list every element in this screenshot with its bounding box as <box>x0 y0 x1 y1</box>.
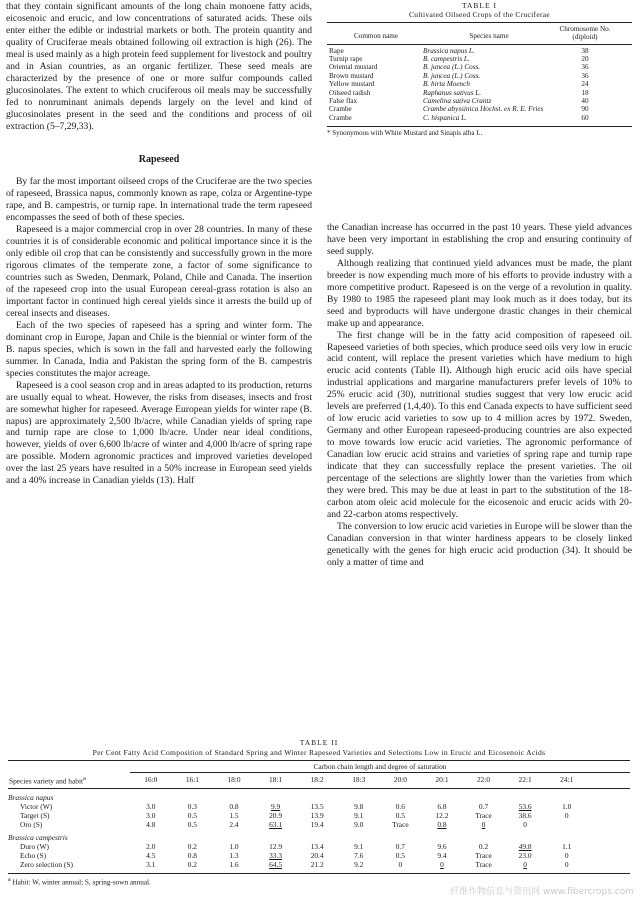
cell-value: 0.5 <box>187 811 198 821</box>
cell-chromosome: 90 <box>581 105 589 114</box>
table-cell <box>421 811 463 820</box>
cell-value: 0 <box>440 860 444 870</box>
cell-value: 0 <box>523 820 527 830</box>
cell-value: 6.8 <box>437 802 447 812</box>
cell-value: 3.1 <box>146 860 156 870</box>
table-1-header-row <box>327 22 632 45</box>
cell-value: 20.4 <box>310 851 324 861</box>
table-cell <box>338 860 380 869</box>
section-heading-rapeseed: Rapeseed <box>138 154 180 166</box>
table-row <box>8 860 630 869</box>
header-common-name: Common name <box>353 31 399 40</box>
table-cell <box>296 820 338 829</box>
table-cell <box>421 842 463 851</box>
cell-value: 2.0 <box>146 842 156 852</box>
table-cell <box>546 860 588 869</box>
table-row <box>327 114 632 122</box>
cell-value: 0.7 <box>395 842 405 852</box>
table-cell <box>130 842 172 851</box>
cell-value: 13.5 <box>310 802 324 812</box>
table-2 <box>8 738 630 888</box>
cell-value: 1.1 <box>562 842 572 852</box>
table-cell <box>130 851 172 860</box>
cell-value: 1.0 <box>229 842 239 852</box>
table-row <box>327 63 632 71</box>
cell-common-name: Oriental mustard <box>329 63 378 72</box>
cell-value: 0.3 <box>187 802 198 812</box>
cell-value: 21.2 <box>310 860 324 870</box>
cell-value: 38.6 <box>518 811 532 821</box>
table-cell <box>255 842 297 851</box>
table-row <box>8 811 630 820</box>
table-cell <box>172 851 214 860</box>
table-row <box>327 97 632 105</box>
cell-value: 0.5 <box>395 811 405 821</box>
cell-value: 23.0 <box>518 851 532 861</box>
cell-value: 9.6 <box>437 842 447 852</box>
table-row <box>327 47 632 55</box>
table-cell <box>130 820 172 829</box>
cell-value: 0.7 <box>478 802 489 812</box>
cell-common-name: Turnip rape <box>329 55 363 64</box>
cell-value: 0 <box>481 820 486 830</box>
table-cell <box>504 811 546 820</box>
cell-common-name: Crambe <box>329 113 352 122</box>
table-cell <box>255 860 297 869</box>
cell-value: 1.0 <box>562 802 572 812</box>
table-cell <box>338 811 380 820</box>
cell-value: 13.9 <box>310 811 324 821</box>
cell-common-name: False flax <box>329 97 358 106</box>
variety-name: Echo (S) <box>20 851 47 861</box>
table-cell <box>213 802 255 811</box>
table-cell <box>463 820 505 829</box>
table-row <box>8 802 630 811</box>
cell-chromosome: 24 <box>581 80 589 89</box>
cell-value: 0 <box>564 851 569 861</box>
paragraph: The first change will be in the fatty acid composition of rapeseed oil. Rapeseed varieties of both species, which produce seed oils very low in erucic acid content, will replace the present varieties which have medium to high erucic acid contents (Table II). Although high erucic acid oils have special industrial applications and margarine manufacturers prefer levels of 10% to 25% erucic acid (30), nutritional studies suggest that very low erucic acid levels are preferred (1,4,40). To this end Canada expects to have sufficient seed of low erucic acid varieties to sow up to 4 million acres by 1972. Sweden, Germany and other European rapeseed-producing countries are also expected to move towards low erucic acid varieties. The agronomic performance of Canadian low erucic acid strains and varieties of spring rape and turnip rape indicate that they can successfully replace the present varieties. The oil percentage of the selections are slightly lower than the varieties from which they were bred. This may be due at least in part to the substitution of the 18-carbon atom oleic acid molecule for the eicosenoic and erucic acids with 20- and 22-carbon atoms respectively. <box>327 329 632 520</box>
table-cell <box>546 820 588 829</box>
footnote-text: Synonymous with White Mustard and Sinapis alba L. <box>332 129 483 138</box>
column-header: 18:0 <box>227 775 241 784</box>
column-header: 18:2 <box>310 775 324 784</box>
cell-value: 1.6 <box>229 860 239 870</box>
cell-value: 49.8 <box>518 842 532 852</box>
column-header: 22:0 <box>476 775 491 784</box>
table-2-label: TABLE II <box>299 738 339 747</box>
cell-value: Trace <box>392 820 409 830</box>
table-cell <box>213 820 255 829</box>
table-cell <box>338 851 380 860</box>
table-cell <box>504 860 546 869</box>
table-cell <box>296 811 338 820</box>
cell-value: 0.8 <box>437 820 447 830</box>
table-row <box>8 851 630 860</box>
cell-value: 7.6 <box>354 851 364 861</box>
species-group-label: Brassica campestris <box>8 833 68 843</box>
table-cell <box>213 842 255 851</box>
cell-value: 9.9 <box>270 802 281 812</box>
table-cell <box>172 860 214 869</box>
column-header: 22:1 <box>518 775 532 784</box>
cell-value: 3.0 <box>146 802 156 812</box>
cell-value: 0 <box>398 860 403 870</box>
cell-value: Trace <box>475 851 492 861</box>
cell-value: 19.4 <box>310 820 324 830</box>
header-chromosome: Chromosome No. (diploid) <box>559 24 611 42</box>
cell-value: 9.4 <box>437 851 447 861</box>
table-row <box>8 842 630 851</box>
table-cell <box>546 842 588 851</box>
paragraph: The conversion to low erucic acid varieties in Europe will be slower than the Canadian conversion in that winter hardiness appears to be closely linked genetically with the genes for high erucic acid production (34). It should be only a matter of time and <box>327 520 632 568</box>
cell-value: 63.1 <box>269 820 283 830</box>
cell-chromosome: 20 <box>581 55 589 64</box>
cell-species-name: Crambe abyssinica Hochst. ex R. E. Fries <box>423 105 544 114</box>
right-column <box>327 222 632 569</box>
table-cell <box>546 811 588 820</box>
table-1-footnote: * Synonymous with White Mustard and Sinapis alba L. <box>327 126 632 137</box>
cell-value: 13.4 <box>310 842 324 852</box>
cell-value: 4.8 <box>146 820 156 830</box>
table-cell <box>213 860 255 869</box>
cell-value: Trace <box>475 860 492 870</box>
footnote-text: Habit: W, winter annual; S, spring-sown annual. <box>12 878 151 887</box>
header-species-variety: Species variety and habit$^a$ <box>9 776 86 786</box>
table-row <box>327 89 632 97</box>
table-2-header <box>8 760 630 789</box>
table-cell <box>463 851 505 860</box>
table-cell <box>130 802 172 811</box>
watermark: 纤维作物信息与资讯网 www.fibercrops.com <box>450 887 634 897</box>
cell-value: 53.6 <box>518 802 532 812</box>
table-cell <box>504 851 546 860</box>
table-cell <box>380 851 422 860</box>
cell-value: 0 <box>523 860 527 870</box>
cell-common-name: Rape <box>329 46 344 55</box>
cell-species-name: C. hispanica L. <box>423 113 467 122</box>
cell-chromosome: 18 <box>581 88 589 97</box>
column-header: 16:0 <box>144 775 158 784</box>
cell-value: Trace <box>475 811 492 821</box>
cell-common-name: Brown mustard <box>329 71 374 80</box>
table-cell <box>296 802 338 811</box>
cell-value: 3.0 <box>146 811 156 821</box>
left-column <box>6 1 312 487</box>
variety-name: Oro (S) <box>20 820 43 830</box>
column-header: 24:1 <box>560 775 574 784</box>
cell-species-name: B. juncea (L.) Coss. <box>423 63 481 72</box>
cell-value: 0.8 <box>229 802 239 812</box>
table-row <box>327 105 632 113</box>
cell-value: 9.8 <box>354 802 364 812</box>
table-cell <box>421 860 463 869</box>
table-1-label: TABLE I <box>462 1 497 10</box>
paragraph: By far the most important oilseed crops of the Cruciferae are the two species of rapeseed, Brassica napus, commonly known as rape, colza or Argentine-type rape, and B. campestris, or turnip rape. In international trade the term rapeseed encompasses the seed of both of these species. <box>6 176 312 224</box>
paragraph: that they contain significant amounts of the long chain monoene fatty acids, eicosenoic and erucic, and low concentrations of saturated acids. These oils enter either the edible or industrial markets or both. The protein quantity and quality of Cruciferae meals obtained following oil extraction is high (26). The meal is used mainly as a high protein feed supplement for livestock and poultry and in Asian countries, as an organic fertilizer. These seed meals are characterized by the presence of one or more sulfur compounds called glucosinolates. The extent to which cruciferous oil meals may be successfully fed to nonruminant animals depends largely on the level and kind of glucosinolates present in the seed and the conditions and process of oil extraction (5–7,29,33). <box>6 1 312 132</box>
cell-value: 4.5 <box>146 851 156 861</box>
cell-value: 1.5 <box>229 811 239 821</box>
cell-value: 0.8 <box>187 851 198 861</box>
variety-name: Victor (W) <box>20 802 53 812</box>
cell-value: 0.2 <box>187 860 198 870</box>
cell-value: 9.1 <box>354 811 364 821</box>
table-cell <box>338 842 380 851</box>
cell-species-name: B. juncea (L.) Coss. <box>423 71 481 80</box>
cell-value: 0.5 <box>187 820 198 830</box>
table-cell <box>504 842 546 851</box>
table-cell <box>421 802 463 811</box>
cell-chromosome: 60 <box>581 113 589 122</box>
cell-value: 0 <box>564 811 569 821</box>
table-cell <box>172 802 214 811</box>
cell-chromosome: 36 <box>581 71 589 80</box>
cell-value: 0.5 <box>395 851 405 861</box>
cell-value: 2.4 <box>229 820 239 830</box>
cell-chromosome: 38 <box>581 46 589 55</box>
cell-species-name: B. hirta Moench <box>423 80 470 89</box>
cell-value: 9.1 <box>354 842 364 852</box>
table-cell <box>380 860 422 869</box>
cell-species-name: Raphanus sativus L. <box>423 88 482 97</box>
cell-value: 33.3 <box>269 851 283 861</box>
cell-common-name: Yellow mustard <box>329 80 375 89</box>
table-cell <box>380 811 422 820</box>
table-cell <box>463 802 505 811</box>
variety-name: Duro (W) <box>20 842 49 852</box>
cell-common-name: Crambe <box>329 105 352 114</box>
variety-name: Zero selection (S) <box>20 860 73 870</box>
column-header: 18:3 <box>352 775 366 784</box>
table-cell <box>463 860 505 869</box>
table-1-body <box>327 45 632 123</box>
table-cell <box>380 802 422 811</box>
cell-value: 0.2 <box>187 842 198 852</box>
cell-species-name: Camelina sativa Crantz <box>423 97 492 106</box>
table-cell <box>338 802 380 811</box>
table-2-footnote: $^a$ Habit: W, winter annual; S, spring-sown annual. <box>8 873 630 887</box>
table-cell <box>213 851 255 860</box>
cell-value: 9.0 <box>354 820 364 830</box>
cell-value: 64.5 <box>269 860 283 870</box>
table-cell <box>421 851 463 860</box>
table-cell <box>172 811 214 820</box>
paragraph: Rapeseed is a major commercial crop in over 28 countries. In many of these countries it is of considerable economic and political importance since it is the only edible oil crop that can be consistently and successfully grown in the more rigorous climates of the temperate zone, a factor of some significance to countries such as Sweden, Denmark, Poland, Chile and Canada. The insertion of the rapeseed crop into the usual European cereal-grass rotation is also an important factor in continued high cereal yields since it arrests the build up of cereal insects and diseases. <box>6 224 312 319</box>
cell-value: 12.9 <box>269 842 283 852</box>
species-group-label: Brassica napus <box>8 793 54 803</box>
table-cell <box>296 842 338 851</box>
table-cell <box>338 820 380 829</box>
paragraph: the Canadian increase has occurred in the past 10 years. These yield advances have been very important in establishing the crop and ensuring continuity of seed supply. <box>327 222 632 257</box>
table-2-group-header: Carbon chain length and degree of saturation <box>130 761 630 773</box>
table-row <box>327 80 632 88</box>
table-row <box>327 72 632 80</box>
table-cell <box>255 820 297 829</box>
table-cell <box>546 851 588 860</box>
cell-species-name: B. campestris L. <box>423 55 470 64</box>
table-cell <box>213 811 255 820</box>
table-2-body <box>8 789 630 869</box>
table-1-title: Cultivated Oilseed Crops of the Cruciferae <box>408 10 551 20</box>
cell-species-name: Brassica napus L. <box>423 46 475 55</box>
cell-value: 20.9 <box>269 811 283 821</box>
table-1 <box>327 2 632 138</box>
cell-value: 0 <box>564 860 569 870</box>
paragraph: Rapeseed is a cool season crop and in areas adapted to its production, returns are usually equal to wheat. However, the risks from diseases, insects and frost are somewhat higher for rapeseed. Average European yields for winter rape (B. napus) are approximately 2,500 lb/acre, while Canadian yields of spring rape and turnip rape are close to 1,000 lb/acre. Under near ideal conditions, however, yields of over 6,600 lb/acre of winter and 4,000 lb/acre of spring rape are possible. Modern agronomic practices and improved varieties developed over the last 25 years have resulted in a 50% increase in European seed yields and a 40% increase in Canadian yields (13). Half <box>6 379 312 487</box>
table-cell <box>255 851 297 860</box>
table-row <box>8 820 630 829</box>
paragraph: Each of the two species of rapeseed has a spring and winter form. The dominant crop in Europe, Japan and Chile is the biennial or winter form of the B. napus species, which is sown in the fall and harvested early the following summer. In Canada, India and Pakistan the spring form of the B. campestris species constitutes the major acreage. <box>6 319 312 379</box>
table-cell <box>296 860 338 869</box>
table-cell <box>380 820 422 829</box>
table-cell <box>130 860 172 869</box>
cell-chromosome: 40 <box>581 97 589 106</box>
table-cell <box>255 802 297 811</box>
table-cell <box>463 842 505 851</box>
column-header: 20:1 <box>435 775 449 784</box>
cell-value: 12.2 <box>435 811 449 821</box>
table-cell <box>463 811 505 820</box>
table-cell <box>504 802 546 811</box>
table-cell <box>546 802 588 811</box>
cell-value: 0.6 <box>395 802 405 812</box>
table-cell <box>421 820 463 829</box>
header-species-name: Species name <box>469 31 509 40</box>
column-header: 20:0 <box>393 775 407 784</box>
variety-name: Target (S) <box>20 811 50 821</box>
table-cell <box>296 851 338 860</box>
cell-value: 1.3 <box>229 851 239 861</box>
table-cell <box>255 811 297 820</box>
cell-common-name: Oilseed radish <box>329 88 371 97</box>
table-cell <box>504 820 546 829</box>
cell-value: 9.2 <box>354 860 364 870</box>
table-2-column-header-row <box>8 773 630 789</box>
paragraph: Although realizing that continued yield advances must be made, the plant breeder is now expending much more of his efforts to provide industry with a more competitive product. Rapeseed is on the verge of a revolution in quality. By 1980 to 1985 the rapeseed plant may look much as it does today, but its seed and byproducts will have undergone drastic changes in their chemical make up and appearance. <box>327 257 632 329</box>
cell-value: 0.2 <box>478 842 489 852</box>
table-cell <box>172 820 214 829</box>
table-cell <box>172 842 214 851</box>
row-header-text: Species variety and habit <box>9 776 84 786</box>
table-2-title: Per Cent Fatty Acid Composition of Standard Spring and Winter Rapeseed Varieties and Selections Low in Erucic and Eicosenoic Acids <box>92 748 546 757</box>
column-header: 18:1 <box>269 775 283 784</box>
table-row <box>327 55 632 63</box>
table-cell <box>380 842 422 851</box>
column-header: 16:1 <box>185 775 199 784</box>
cell-chromosome: 36 <box>581 63 589 72</box>
table-cell <box>130 811 172 820</box>
